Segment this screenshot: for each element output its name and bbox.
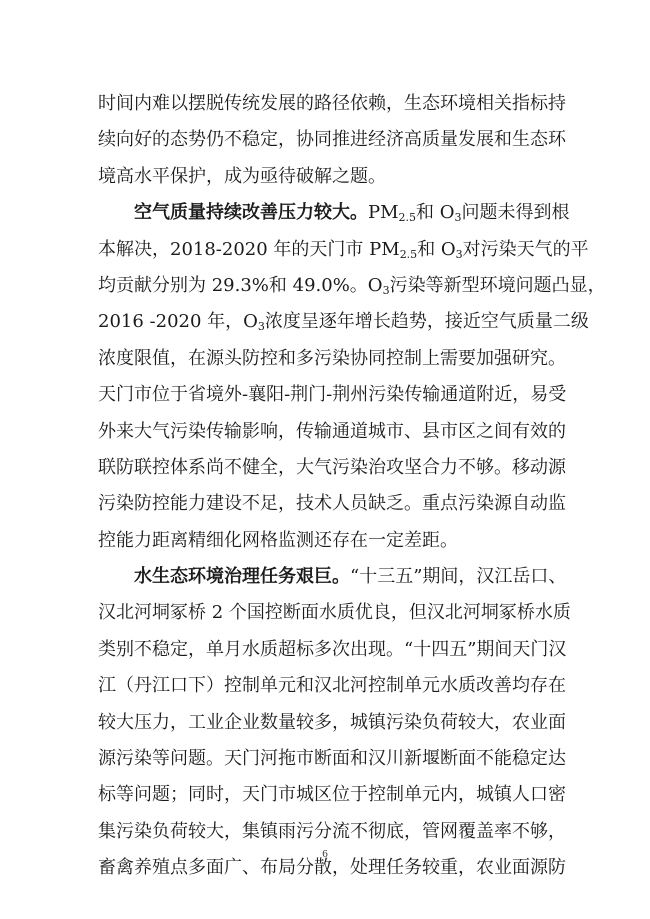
inline-text: 污染等新型环境问题凸显， [389, 274, 606, 296]
paragraph-line: 汉北河垌冢桥 2 个国控断面水质优良，但汉北河垌冢桥水质 [98, 602, 571, 624]
paragraph-line: 境高水平保护，成为亟待破解之题。 [98, 165, 386, 187]
paragraph-line: 控能力距离精细化网格监测还存在一定差距。 [98, 529, 458, 551]
inline-text: “十三五”期间，汉江岳口、 [350, 566, 567, 588]
paragraph-line: 续向好的态势仍不稳定，协同推进经济高质量发展和生态环 [98, 129, 566, 151]
inline-text: 和 O [416, 202, 455, 224]
page-number: 6 [322, 848, 328, 860]
inline-text: 2016 -2020 年，O [98, 311, 258, 333]
paragraph-line: 浓度限值，在源头防控和多污染协同控制上需要加强研究。 [98, 347, 566, 369]
body-text [98, 86, 606, 887]
paragraph-line: 畜禽养殖点多面广、布局分散，处理任务较重，农业面源防 [98, 857, 566, 879]
inline-text: 浓度呈逐年增长趋势，接近空气质量二级 [264, 311, 589, 333]
inline-text: 本解决，2018-2020 年的天门市 PM [98, 238, 400, 260]
subscript: 3 [257, 320, 265, 334]
paragraph-line: 集污染负荷较大，集镇雨污分流不彻底，管网覆盖率不够， [98, 820, 566, 842]
subscript: 3 [454, 211, 462, 225]
paragraph-line: 江（丹江口下）控制单元和汉北河控制单元水质改善均存在 [98, 675, 566, 697]
paragraph-line: 源污染等问题。天门河拖市断面和汉川新堰断面不能稳定达 [98, 748, 566, 770]
section-heading-water-ecology: 水生态环境治理任务艰巨。 [134, 566, 350, 588]
subscript: 3 [382, 283, 390, 297]
paragraph-line [98, 304, 589, 340]
inline-text: 和 O [417, 238, 456, 260]
paragraph-line: 联防联控体系尚不健全，大气污染治攻坚合力不够。移动源 [98, 456, 566, 478]
paragraph-line: 较大压力，工业企业数量较多，城镇污染负荷较大，农业面 [98, 711, 566, 733]
inline-text: 问题未得到根 [461, 202, 570, 224]
paragraph-line: 标等问题；同时，天门市城区位于控制单元内，城镇人口密 [98, 784, 566, 806]
paragraph-line [98, 559, 567, 595]
subscript: 2.5 [399, 247, 418, 261]
paragraph-line [98, 232, 589, 268]
inline-text: 均贡献分别为 29.3%和 49.0%。O [98, 274, 383, 296]
paragraph-line [98, 268, 606, 304]
subscript: 3 [455, 247, 463, 261]
paragraph-line: 类别不稳定，单月水质超标多次出现。“十四五”期间天门汉 [98, 638, 567, 660]
paragraph-line: 外来大气污染传输影响，传输通道城市、县市区之间有效的 [98, 420, 566, 442]
inline-text: PM [368, 202, 399, 224]
paragraph-line: 天门市位于省境外-襄阳-荆门-荆州污染传输通道附近，易受 [98, 384, 567, 406]
subscript: 2.5 [398, 211, 417, 225]
paragraph-line: 时间内难以摆脱传统发展的路径依赖，生态环境相关指标持 [98, 93, 566, 114]
section-heading-air-quality: 空气质量持续改善压力较大。 [134, 202, 368, 224]
paragraph-line: 污染防控能力建设不足，技术人员缺乏。重点污染源自动监 [98, 493, 566, 515]
inline-text: 对污染天气的平 [462, 238, 589, 260]
paragraph-line [98, 195, 570, 231]
